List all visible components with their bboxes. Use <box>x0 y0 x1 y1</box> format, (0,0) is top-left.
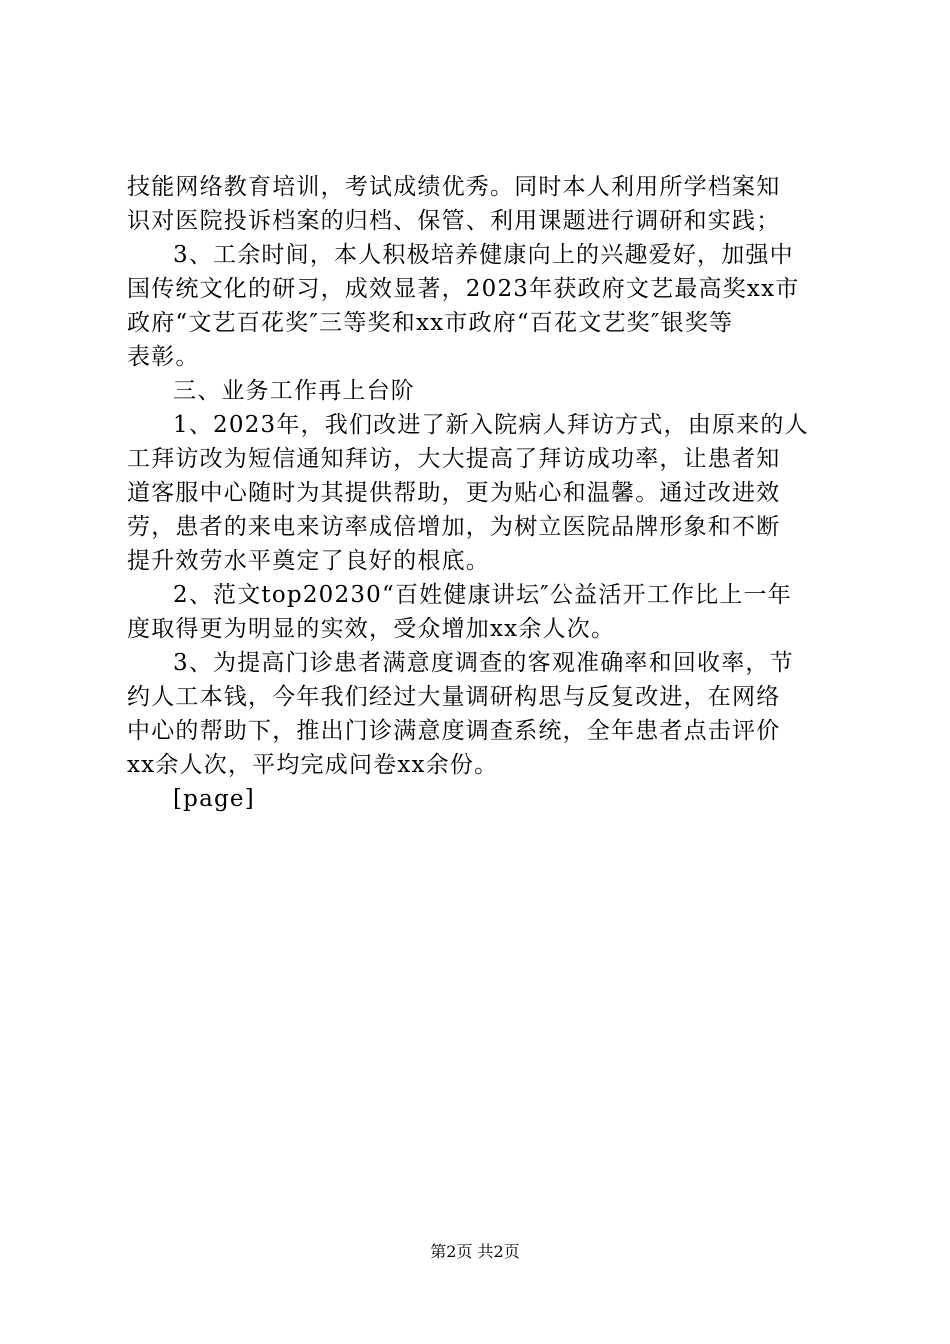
text-line: 3、工余时间，本人积极培养健康向上的兴趣爱好，加强中 <box>173 242 794 268</box>
page-number-label: 第2页 共2页 <box>430 1242 520 1261</box>
text-line: 3、为提高门诊患者满意度调查的客观准确率和回收率，节 <box>173 650 794 676</box>
document-body <box>127 170 827 816</box>
text-line: 政府“文艺百花奖″三等奖和xx市政府“百花文艺奖″银奖等 <box>127 310 734 336</box>
text-line: 识对医院投诉档案的归档、保管、利用课题进行调研和实践； <box>127 208 781 234</box>
text-line: 国传统文化的研习，成效显著，2023年获政府文艺最高奖xx市 <box>127 276 800 302</box>
text-line: 工拜访改为短信通知拜访，大大提高了拜访成功率，让患者知 <box>127 446 781 472</box>
text-line: 1、2023年，我们改进了新入院病人拜访方式，由原来的人 <box>173 412 809 438</box>
text-line: 表彰。 <box>127 344 200 370</box>
section-heading: 三、业务工作再上台阶 <box>173 378 415 404</box>
text-line: 约人工本钱，今年我们经过大量调研构思与反复改进，在网络 <box>127 684 781 710</box>
text-line: 提升效劳水平奠定了良好的根底。 <box>127 548 490 574</box>
text-line: 2、范文top20230“百姓健康讲坛″公益活开工作比上一年 <box>173 582 792 608</box>
text-line: 道客服中心随时为其提供帮助，更为贴心和温馨。通过改进效 <box>127 480 781 506</box>
text-line: 技能网络教育培训，考试成绩优秀。同时本人利用所学档案知 <box>127 174 781 200</box>
text-line: 中心的帮助下，推出门诊满意度调查系统，全年患者点击评价 <box>127 718 781 744</box>
text-line: 度取得更为明显的实效，受众增加xx余人次。 <box>127 616 616 642</box>
text-line: 劳，患者的来电来访率成倍增加，为树立医院品牌形象和不断 <box>127 514 781 540</box>
text-line: xx余人次，平均完成问卷xx余份。 <box>127 752 499 778</box>
page-marker: [page] <box>173 786 255 812</box>
page-footer <box>0 1240 950 1264</box>
